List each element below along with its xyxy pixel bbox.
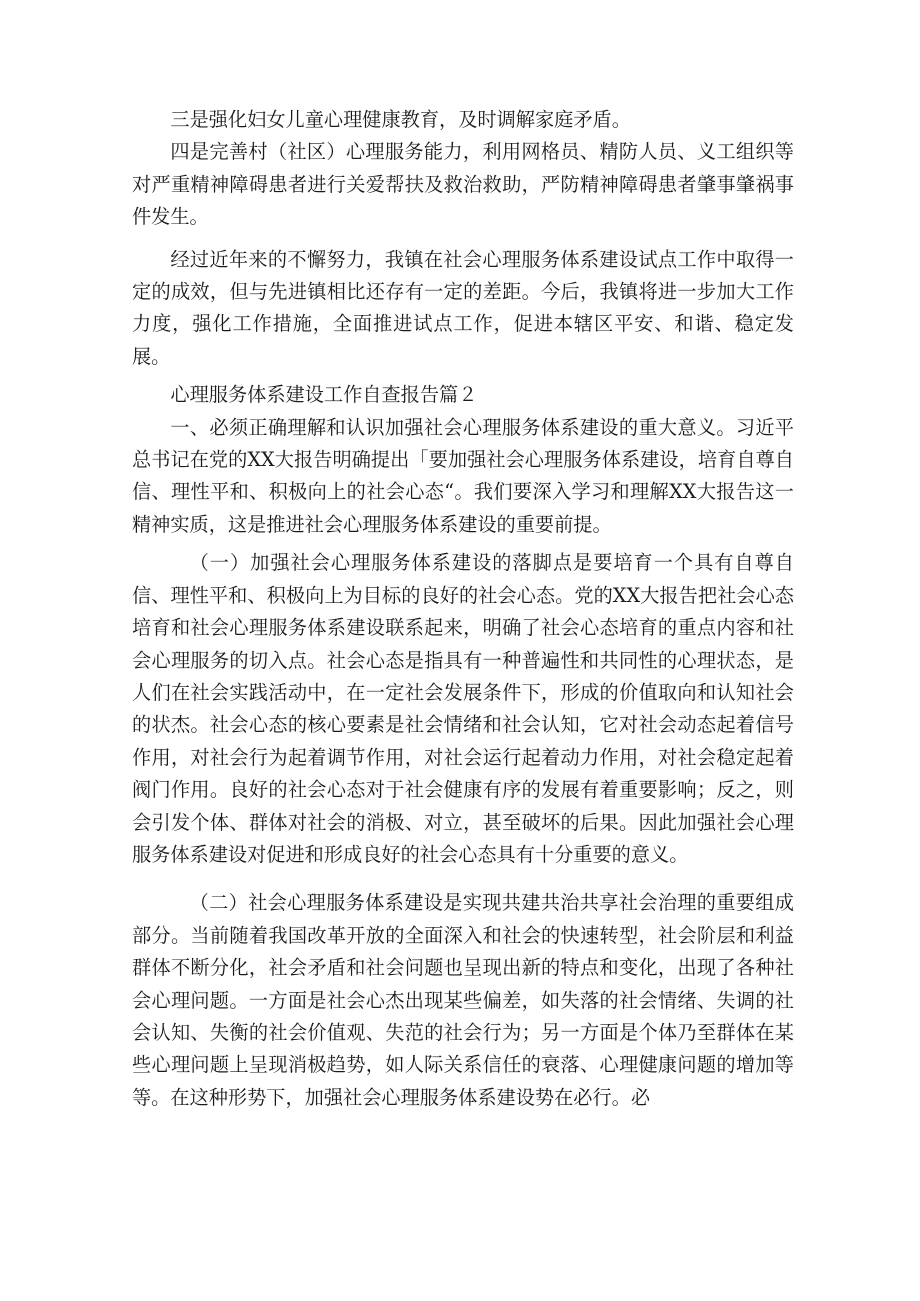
paragraph-point-four: 四是完善村（社区）心理服务能力，利用网格员、精防人员、义工组织等对严重精神障碍患者进行关爱帮扶及救治救助，严防精神障碍患者肇事肇祸事件发生。 xyxy=(132,140,794,229)
paragraph-subsection-one: （一）加强社会心理服务体系建设的落脚点是要培育一个具有自尊自信、理性平和、积极向上为目标的良好的社会心态。党的XX大报告把社会心态培育和社会心理服务体系建设联系起来，明确了社会心态培育的重点内容和社会心理服务的切入点。社会心态是指具有一种普遍性和共同性的心理状态，是人们在社会实践活动中，在一定社会发展条件下，形成的价值取向和认知社会的状杰。社会心态的核心要素是社会情绪和社会认知，它对社会动态起着信号作用，对社会行为起着调节作用，对社会运行起着动力作用，对社会稳定起着阀门作用。良好的社会心态对于社会健康有序的发展有着重要影响；反之，则会引发个体、群体对社会的消极、对立，甚至破坏的后果。因此加强社会心理服务体系建设对促进和形成良好的社会心态具有十分重要的意义。 xyxy=(132,551,794,866)
paragraph-summary: 经过近年来的不懈努力，我镇在社会心理服务体系建设试点工作中取得一定的成效，但与先进镇相比还存有一定的差距。今后，我镇将进一步加大工作力度，强化工作措施，全面推进试点工作，促进本辖区平安、和谐、稳定发展。 xyxy=(132,247,794,368)
section-heading: 心理服务体系建设工作自查报告篇２ xyxy=(170,383,478,407)
paragraph-subsection-two: （二）社会心理服务体系建设是实现共建共治共享社会治理的重要组成部分。当前随着我国改革开放的全面深入和社会的快速转型，社会阶层和利益群体不断分化，社会矛盾和社会问题也呈现出新的特点和变化，出现了各种社会心理问题。一方面是社会心杰出现某些偏差，如失落的社会情绪、失调的社会认知、失衡的社会价值观、失范的社会行为；另一方面是个体乃至群体在某些心理问题上呈现消极趋势，如人际关系信任的衰落、心理健康问题的增加等等。在这种形势下，加强社会心理服务体系建设势在必行。必 xyxy=(132,891,794,1109)
paragraph-point-three: 三是强化妇女儿童心理健康教育，及时调解家庭矛盾。 xyxy=(170,108,631,131)
paragraph-section-one: 一、必须正确理解和认识加强社会心理服务体系建设的重大意义。习近平总书记在党的XX大报告明确提出「要加强社会心理服务体系建设，培育自尊自信、理性平和、积极向上的社会心态“。我们要深入学习和理解XX大报告这一精神实质，这是推进社会心理服务体系建设的重要前提。 xyxy=(132,415,794,536)
document-body xyxy=(132,104,794,1114)
